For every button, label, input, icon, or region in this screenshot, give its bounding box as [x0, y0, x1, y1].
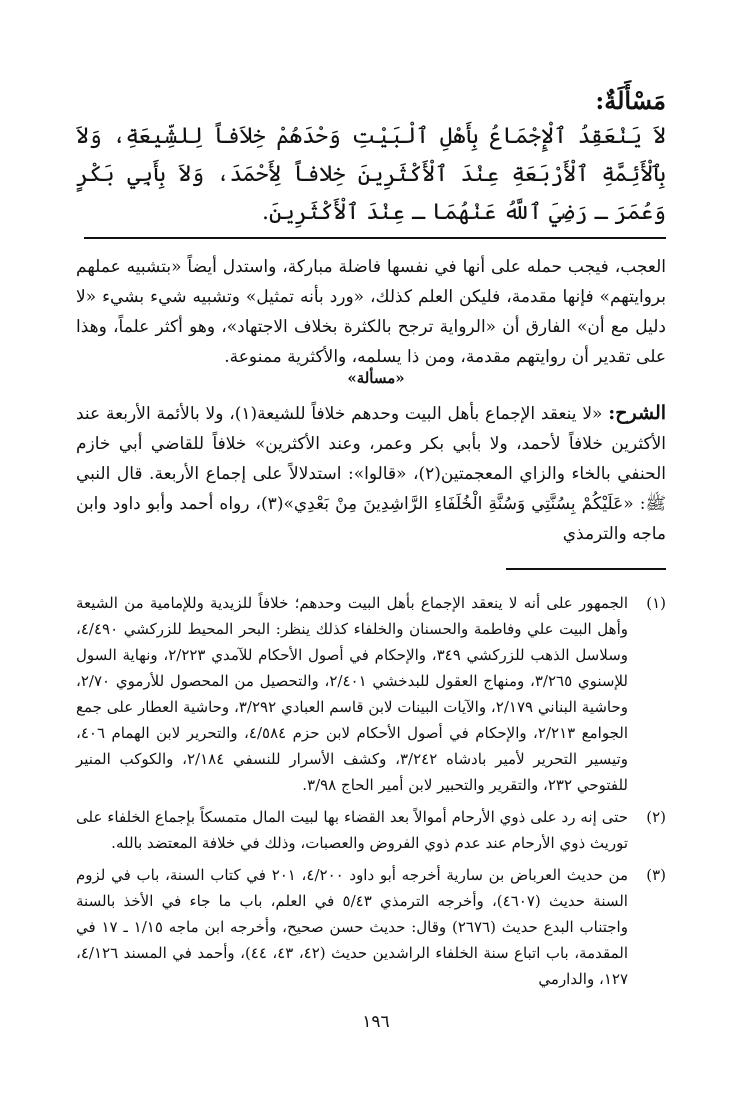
footnote-text: من حديث العرباض بن سارية أخرجه أبو داود ٤/٢٠٠، ٢٠١ في كتاب السنة، باب في لزوم السنة حديث (٤٦٠٧)، وأخرجه الترمذي ٥/٤٣ في العلم، باب ما جاء في الأخذ بالسنة واجتناب البدع حديث (٢٦٧٦) وقال: حديث حسن صحيح، وأخرجه ابن ماجه ١/١٥ ـ ١٧ في المقدمة، باب اتباع سنة الخلفاء الراشدين حديث (٤٢، ٤٣، ٤٤)، وأحمد في المسند ٤/١٢٦، ١٢٧، والدارمي — [76, 866, 629, 988]
footnote-text: الجمهور على أنه لا ينعقد الإجماع بأهل البيت وحدهم؛ خلافاً للزيدية وللإمامية من الشيعة وأهل البيت علي وفاطمة والحسنان والخلفاء كذلك ينظر: البحر المحيط للزركشي ٤/٤٩٠، وسلاسل الذهب للزركشي ٣٤٩، والإحكام في أصول الأحكام للآمدي ٢/٢٢٣، ونهاية السول للإسنوي ٣/٢٦٥، ومنهاج العقول للبدخشي ٢/٤٠١، والتحصيل من المحصول للأرموي ٢/٧٠، وحاشية البناني ٢/١٧٩، والآيات البينات لابن قاسم العبادي ٣/٢٩٢، وحاشية العطار على جمع الجوامع ٢/٢١٣، والإحكام في أصول الأحكام لابن حزم ٤/٥٨٤، والتحرير لابن الهمام ٤٠٦، وتيسير التحرير لأمير بادشاه ٣/٢٤٢، وكشف الأسرار للنسفي ٢/١٨٤، والكوكب المنير للفتوحي ٢٣٢، والتقرير والتحبير لابن أمير الحاج ٣/٩٨. — [76, 594, 629, 794]
footnote-number: (١) — [646, 594, 666, 612]
matn-text: لاَ يَنْعَقِدُ ٱلْإِجْمَاعُ بِأَهْلِ ٱلْبَيْتِ وَحْدَهُمْ خِلاَفاً لِلشِّيعَةِ، وَلاَ بِٱلْأَئِمَّةِ ٱلْأَرْبَعَةِ عِنْدَ ٱلْأَكْثَرِينَ خِلافاً لِأَحْمَدَ، وَلاَ بِأَبِي بَكْرٍ وَعُمَرَ ـ رَضِيَ ٱللَّهُ عَنْهُمَا ـ عِنْدَ ٱلْأَكْثَرِينَ. — [76, 124, 666, 225]
footnote-item — [76, 590, 666, 798]
footnotes-list — [76, 590, 666, 998]
footnote-item — [76, 862, 666, 992]
footnote-divider — [506, 568, 666, 570]
section-title: «مسألة» — [347, 369, 405, 387]
commentary-paragraph — [76, 398, 666, 549]
issue-heading: مَسْأَلَةٌ: — [595, 86, 666, 115]
commentary-label: الشرح: — [608, 402, 667, 424]
footnote-text: حتى إنه رد على ذوي الأرحام أموالاً بعد القضاء بها لبيت المال متمسكاً بإجماع الخلفاء على توريث ذوي الأرحام عند عدم ذوي الفروض والعصبات، وذلك في خلافة المعتضد بالله. — [76, 808, 628, 852]
commentary-continued: العجب، فيجب حمله على أنها في نفسها فاضلة مباركة، واستدل أيضاً «بتشبيه عملهم بروايتهم» فإنها مقدمة، فليكن العلم كذلك، «ورد بأنه تمثيل» وتشبيه شيء بشيء «لا دليل مع أن» الفارق أن «الرواية ترجح بالكثرة بخلاف الاجتهاد»، وهو أكثر علماً، وهذا على تقدير أن روايتهم مقدمة، ومن ذا يسلمه، والأكثرية ممنوعة. — [76, 257, 666, 367]
page-number: ١٩٦ — [362, 1012, 390, 1032]
matn-divider — [84, 237, 666, 239]
footnote-number: (٣) — [646, 866, 666, 884]
footnote-item — [76, 804, 666, 856]
commentary-body: «لا ينعقد الإجماع بأهل البيت وحدهم خلافاً للشيعة(١)، ولا بالأئمة الأربعة عند الأكثرين خلافاً لأحمد، ولا بأبي بكر وعمر، وعند الأكثرين» خلافاً للقاضي أبي خازم الحنفي بالخاء والزاي المعجمتين(٢)، «قالوا»: استدلالاً على إجماع الأربعة. قال النبي ﷺ: «عَلَيْكُمْ بِسُنَّتِي وَسُنَّةِ الْخُلَفَاءِ الرَّاشِدِينَ مِنْ بَعْدِي»(٣)، رواه أحمد وأبو داود وابن ماجه والترمذي — [76, 404, 667, 544]
footnote-number: (٢) — [646, 808, 666, 826]
